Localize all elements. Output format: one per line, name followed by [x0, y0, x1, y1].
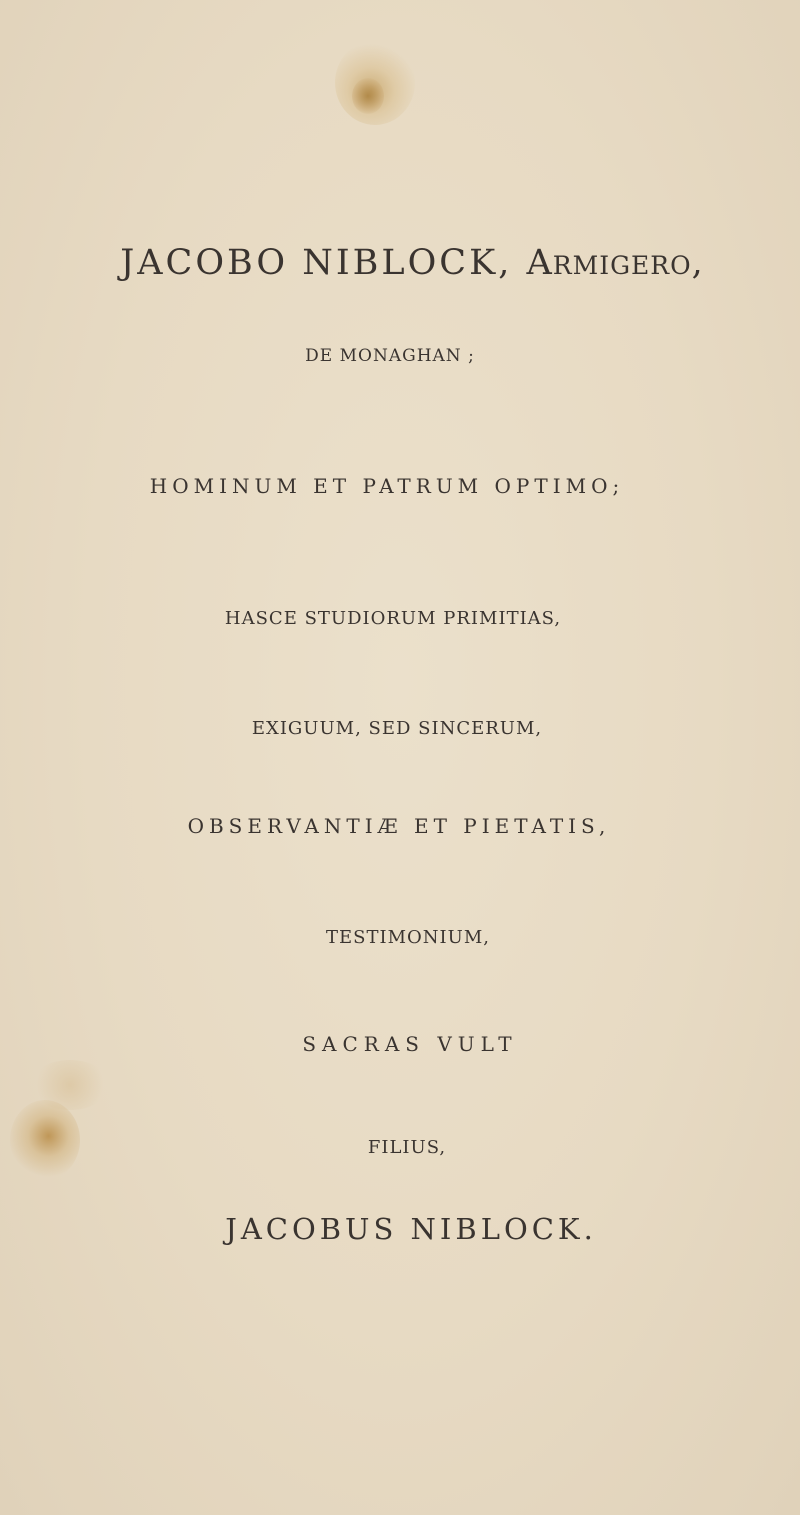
dedication-testimonium-line: TESTIMONIUM, [326, 927, 490, 948]
dedication-praise-line: HOMINUM ET PATRUM OPTIMO; [149, 474, 625, 498]
dedication-title [12, 243, 800, 283]
paper-stain-left-faint [30, 1060, 110, 1110]
paper-stain-top-core [352, 78, 384, 114]
dedicatee-honorific: Armigero, [526, 243, 704, 283]
dedication-exiguum-line: EXIGUUM, SED SINCERUM, [251, 718, 543, 739]
dedication-place-line: DE MONAGHAN ; [305, 346, 475, 366]
dedication-filius-line: FILIUS, [367, 1137, 447, 1158]
dedication-sacras-line: SACRAS VULT [302, 1032, 518, 1056]
paper-stain-top [335, 40, 415, 125]
dedication-hasce-line: HASCE STUDIORUM PRIMITIAS, [224, 608, 562, 629]
dedication-signature: JACOBUS NIBLOCK. [225, 1212, 597, 1246]
dedicatee-name: JACOBO NIBLOCK, [120, 243, 513, 283]
dedication-observantiae-line: OBSERVANTIÆ ET PIETATIS, [187, 814, 611, 838]
